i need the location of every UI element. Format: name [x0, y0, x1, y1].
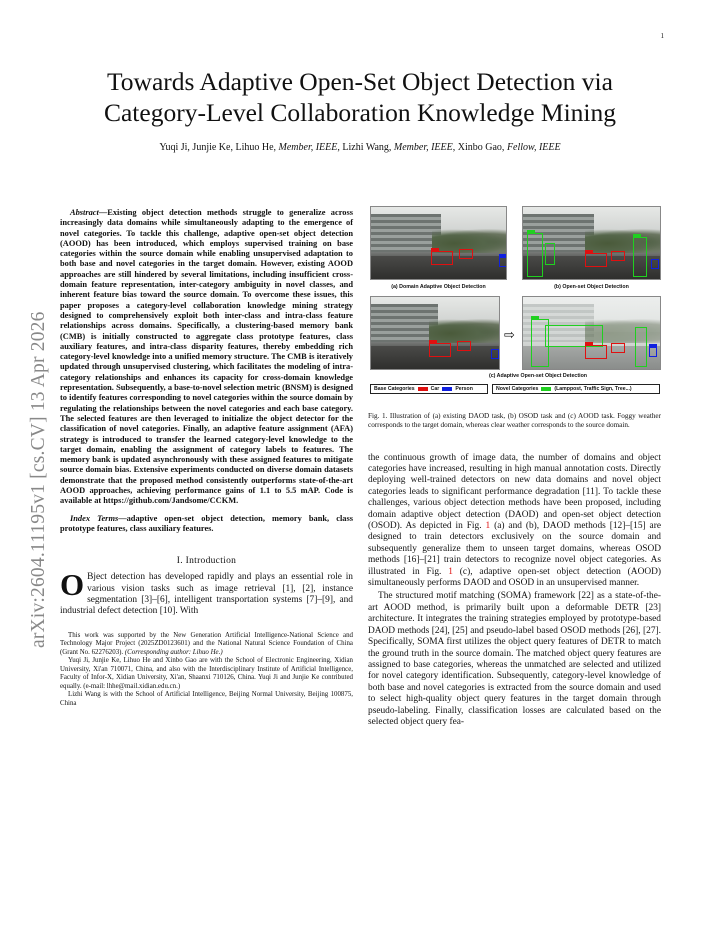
- figure-ref-link[interactable]: 1: [448, 566, 453, 577]
- novel-bbox-sign: [545, 243, 555, 265]
- car-swatch: [418, 387, 428, 391]
- person-bbox: [499, 257, 507, 267]
- figure-caption: Fig. 1. Illustration of (a) existing DAOD task, (b) OSOD task and (c) AOOD task. Foggy weather corresponds to the target domain, whereas clear weather corresponds to the source domain.: [368, 412, 661, 429]
- person-tag: [499, 254, 507, 257]
- person-tag: [649, 344, 657, 347]
- person-bbox: [651, 259, 659, 269]
- car-bbox: [585, 345, 607, 359]
- legend-base-title: Base Categories: [374, 386, 415, 392]
- car-tag: [585, 342, 593, 345]
- abstract-text: —Existing object detection methods struggle to generalize across increasingly data domains while simultaneously adapting to the emergence of novel categories. To tackle this challenge, adaptive open-set object detection (AOOD) has been introduced, which employs supervised training on base categories within the source domain while enabling unsupervised adaptation to both base and novel categories in the target domain. However, existing AOOD approaches are still hindered by several limitations, including insufficient cross-domain feature representation, inter-category ambiguity in novel classes, and inherent feature bias toward the source domain. To overcome these issues, this paper proposes a category-level collaboration knowledge mining strategy designed to comprehensively exploit both inter-class and intra-class feature relationships across domains. Specifically, a clustering-based memory bank (CMB) is initially constructed to aggregate class prototype features, class auxiliary features, and intra-class disparity features, thereby embedding rich category-level knowledge into a unified memory structure. The CMB is iteratively updated through unsupervised clustering, which facilitates the modeling of intra-category relationships and enhances its capacity for cross-domain knowledge representation. Subsequently, a base-to-novel selection metric (BNSM) is designed to identify features corresponding to novel categories within the source domain by regulating the relationships between the novel categories and each base category. The selected features are then leveraged to initialize the object detector for the classification of novel categories. Finally, an adaptive feature assignment (AFA) strategy is introduced to transfer the learned category-level knowledge to the target domain, enabling the assignment of category labels to features. The memory bank is updated asynchronously with these assigned features to mitigate source domain bias. Extensive experiments conducted on diverse domain datasets demonstrate that the proposed method consistently outperforms state-of-the-art AOOD approaches, achieving performance gains of 1.1 to 5.5 mAP. Code is available at https://github.com/Jandsome/CCKM.: [60, 208, 353, 506]
- legend-base: [370, 384, 488, 394]
- legend-novel-items: (Lamppost, Traffic Sign, Tree...): [554, 386, 632, 392]
- arxiv-identifier: arXiv:2604.11195v1 [cs.CV] 13 Apr 2026: [28, 311, 49, 648]
- footnote-corresponding: (Corresponding author: Lihuo He.): [124, 648, 223, 656]
- authors-part-3: , Xinbo Gao,: [452, 142, 507, 153]
- authors-member-2: Member, IEEE: [393, 142, 453, 153]
- panel-c-target-image: [522, 296, 661, 370]
- body-p1-c: (c), adaptive open-set object detection (AOOD) simultaneously performs DAOD and OSOD in an unsupervised manner.: [368, 566, 662, 589]
- novel-tag: [527, 230, 535, 233]
- panel-a-image: [370, 206, 507, 280]
- panel-b-label: (b) Open-set Object Detection: [554, 284, 629, 290]
- index-terms-lead: Index Terms: [70, 513, 119, 523]
- figure-1: [368, 206, 661, 396]
- body-text: [368, 453, 661, 729]
- abstract: [60, 208, 353, 507]
- panel-a-label: (a) Domain Adaptive Object Detection: [391, 284, 486, 290]
- footnote-funding-text: This work was supported by the New Generation Artificial Intelligence-National Science and Technology Major Project (2025ZD0123601) and the National Natural Science Foundation of China (Grant No. 62276203).: [60, 631, 353, 656]
- person-bbox: [649, 347, 657, 357]
- car-tag: [429, 340, 437, 343]
- novel-tag: [531, 316, 539, 319]
- arrow-right-icon: ⇨: [504, 328, 515, 343]
- figure-ref-link[interactable]: 1: [485, 521, 491, 532]
- panel-c-source-image: [370, 296, 500, 370]
- authors-part-1: Yuqi Ji, Junjie Ke, Lihuo He,: [159, 142, 279, 153]
- car-bbox: [429, 343, 451, 357]
- car-tag: [431, 248, 439, 251]
- novel-tag: [633, 234, 641, 237]
- legend-car: Car: [430, 386, 440, 392]
- person-bbox: [491, 349, 499, 359]
- novel-swatch: [541, 387, 551, 391]
- body-p1-a: the continuous growth of image data, the number of domains and object categories have increased, resulting in high manual annotation costs. Directly deploying well-trained detectors on new data domains and novel object categories leads to significant performance degradation [11]. To tackle these challenges, various object detection methods have been proposed, including domain adaptive object detection (DAOD) and open-set object detection (OSOD). As depicted in Fig.: [368, 452, 661, 532]
- novel-bbox-lamppost: [635, 327, 647, 367]
- car-bbox: [585, 253, 607, 267]
- car-bbox: [457, 341, 471, 351]
- body-p1-b: (a) and (b), DAOD methods [12]–[15] are designed to train detectors exclusively on the source domain and subsequently generalize them to unseen target domains, whereas OSOD methods [16]–[21] train detectors to recognize novel object categories. As illustrated in Fig.: [368, 521, 661, 577]
- section-heading-introduction: I. Introduction: [176, 556, 237, 567]
- paper-title: [60, 66, 660, 128]
- panel-b-image: [522, 206, 661, 280]
- novel-bbox-lamppost: [633, 237, 647, 277]
- left-column: [60, 208, 353, 708]
- car-bbox: [431, 251, 453, 265]
- title-line-2: Category-Level Collaboration Knowledge Mining: [103, 98, 616, 127]
- person-swatch: [442, 387, 452, 391]
- car-bbox: [611, 251, 625, 261]
- footnote-affiliation-2: Lizhi Wang is with the School of Artificial Intelligence, Beijing Normal University, Beijing 100875, China: [60, 691, 353, 707]
- author-list: [60, 142, 660, 153]
- car-bbox: [459, 249, 473, 259]
- body-paragraph-2: The structured motif matching (SOMA) framework [22] as a state-of-the-art AOOD method, is primarily built upon a deformable DETR [23] architecture. It integrates the training strategies employed by prototype-based DAOD methods [24], [25] and pseudo-label based OSOD methods [26], [27]. Specifically, SOMA first utilizes the object query features of DETR to match the ground truth in the source domain. The matched object query features are assigned to base categories, whereas the unmatched are selected and utilized for novel category identification. Subsequently, category-level knowledge of both base and novel categories is extracted from the source domain and used to select high-quality object query features in the target domain through pseudo-labeling. Finally, classification losses are calculated based on the selected object query fea-: [368, 591, 661, 727]
- car-bbox: [611, 343, 625, 353]
- novel-bbox-building: [545, 325, 603, 347]
- intro-text: Bject detection has developed rapidly and plays an essential role in various vision tasks such as image retrieval [1], [2], instance segmentation [3]–[6], intelligent transportation systems [7]–[9], and industrial defect detection [10]. With: [60, 572, 353, 617]
- car-tag: [585, 250, 593, 253]
- footnote: [60, 632, 353, 709]
- dropcap: O: [60, 567, 85, 603]
- title-line-1: Towards Adaptive Open-Set Object Detection via: [107, 67, 613, 96]
- intro-paragraph: [60, 567, 353, 618]
- right-column: [368, 206, 661, 728]
- footnote-funding: [60, 632, 353, 658]
- body-paragraph-1: [368, 453, 661, 590]
- authors-part-2: , Lizhi Wang,: [337, 142, 394, 153]
- legend-person: Person: [455, 386, 473, 392]
- panel-c-label: (c) Adaptive Open-set Object Detection: [488, 373, 588, 379]
- novel-bbox-tree: [527, 233, 543, 277]
- authors-fellow: Fellow, IEEE: [506, 142, 561, 153]
- index-terms-text: —adaptive open-set object detection, memory bank, class prototype features, class auxiliary features.: [60, 513, 353, 533]
- index-terms: [60, 514, 353, 535]
- footnote-affiliation-1: Yuqi Ji, Junjie Ke, Lihuo He and Xinbo Gao are with the School of Electronic Engineering, Xidian University, Xi'an 710071, China, and also with the Interdisciplinary Institute of Artificial Intelligence, Faculty of Infor-X, Xidian University, Xi'an, Shaanxi 710126, China. Yuqi Ji and Junjie Ke contributed equally. (e-mail: lhhe@mail.xidian.edu.cn.): [60, 657, 353, 690]
- legend-novel: [492, 384, 660, 394]
- page-number: 1: [660, 32, 664, 40]
- abstract-lead: Abstract: [70, 208, 99, 217]
- authors-member-1: Member, IEEE: [278, 142, 338, 153]
- figure-legend: [370, 384, 661, 394]
- legend-novel-title: Novel Categories: [496, 386, 539, 392]
